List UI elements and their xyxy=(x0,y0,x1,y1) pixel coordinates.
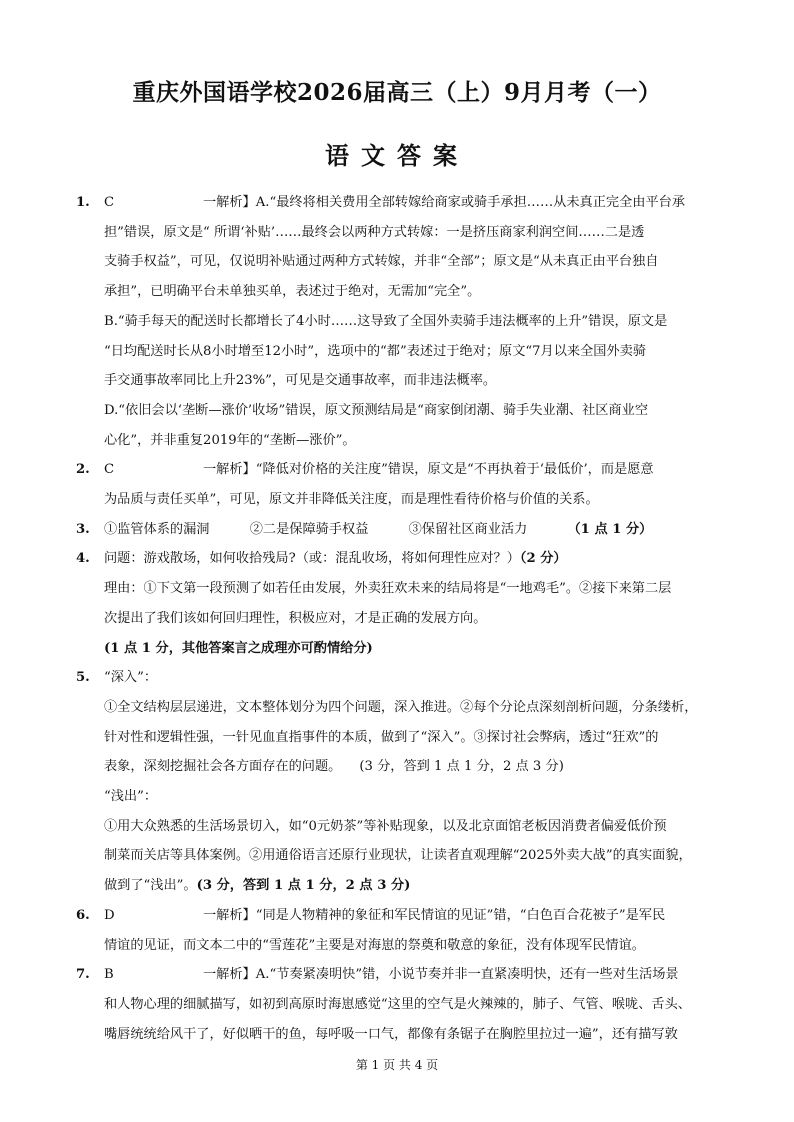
answer-point: ③保留社区商业活力 xyxy=(408,521,528,537)
question-4 xyxy=(76,544,734,663)
question-number: 3. xyxy=(76,521,90,537)
analysis-text: D.“依旧会以‘垄断—涨价’收场”错误，原文预测结局是“商家倒闭潮、骑手失业潮、社区商业空 xyxy=(104,402,649,418)
analysis-text: 为品质与责任买单”，可见，原文并非降低关注度，而是理性看待价格与价值的关系。 xyxy=(104,492,599,508)
analysis-text: 情谊的见证，而文本二中的“雪莲花”主要是对海崽的祭奠和敬意的象征，没有体现军民情谊。 xyxy=(104,937,645,953)
answer-text: 理由：①下文第一段预测了如若任由发展，外卖狂欢未来的结局将是“一地鸡毛”。②接下来第二层 xyxy=(104,581,672,597)
page-title: 重庆外国语学校2026届高三（上）9月月考（一） xyxy=(132,79,662,106)
analysis-text: 担”错误，原文是“ 所谓‘补贴’……最终会以两种方式转嫁：一是挤压商家利润空间……二是透 xyxy=(104,224,645,240)
question-number: 4. xyxy=(76,551,90,567)
question-number: 1. xyxy=(76,195,90,210)
analysis-text: 心化”，并非重复2019年的“垄断—涨价”。 xyxy=(104,432,356,448)
question-number: 7. xyxy=(76,967,90,983)
section-heading: “深入”： xyxy=(104,670,158,686)
analysis-text: 承担”，已明确平台未单独买单，表述过于绝对，无需加“完全”。 xyxy=(104,284,481,300)
answer-text: 做到了“浅出”。 xyxy=(104,878,197,894)
answer-text: 表象，深刻挖掘社会各方面存在的问题。 xyxy=(104,759,342,775)
answer-text: ①用大众熟悉的生活场景切入，如“0元奶茶”等补贴现象，以及北京面馆老板因消费者偏爱低价预 xyxy=(104,818,667,834)
answer-point: ②二是保障骑手权益 xyxy=(249,521,369,537)
analysis-text: “日均配送时长从8小时增至12小时”，选项中的“都”表述过于绝对；原文“7月以来全国外卖骑 xyxy=(104,343,647,359)
analysis-text: 一解析】“降低对价格的关注度”错误，原文是“不再执着于‘最低价’，而是愿意 xyxy=(203,462,654,478)
section-heading: “浅出”： xyxy=(104,789,158,805)
answer-choice: C xyxy=(104,195,115,210)
question-number: 2. xyxy=(76,462,90,478)
analysis-text: 一解析】A.“最终将相关费用全部转嫁给商家或骑手承担……从未真正完全由平台承 xyxy=(203,195,686,210)
question-number: 5. xyxy=(76,670,90,686)
analysis-text: 嘴唇统统给风干了，好似晒干的鱼，每呼吸一口气，都像有条锯子在胸腔里拉过一遍”，还有描写敦 xyxy=(104,1026,678,1042)
answer-choice: B xyxy=(104,967,114,983)
analysis-text: 和人物心理的细腻描写，如初到高原时海崽感觉“这里的空气是火辣辣的，肺子、气管、喉咙、舌头、 xyxy=(104,996,691,1012)
question-7 xyxy=(76,960,734,1049)
page-footer: 第 1 页 共 4 页 xyxy=(355,1058,439,1072)
score-note: (3 分，答到 1 点 1 分，2 点 3 分) xyxy=(196,878,411,894)
question-1 xyxy=(76,188,734,455)
answer-text: 针对性和逻辑性强，一针见血直指事件的本质，做到了“深入”。③探讨社会弊病，透过“狂欢”的 xyxy=(104,729,659,745)
answer-choice: C xyxy=(104,462,115,478)
analysis-text: 支骑手权益”，可见，仅说明补贴通过两种方式转嫁，并非“全部”；原文是“从未真正由平台独自 xyxy=(104,254,659,270)
score-note: (3 分，答到 1 点 1 分，2 点 3 分) xyxy=(359,759,564,775)
score-note: （2 分） xyxy=(519,551,567,567)
analysis-text: 一解析】A.“节奏紧凑明快”错，小说节奏并非一直紧凑明快，还有一些对生活场景 xyxy=(203,967,679,983)
analysis-text: B.“骑手每天的配送时长都增长了4小时……这导致了全国外卖骑手违法概率的上升”错误，原文是 xyxy=(104,313,668,329)
score-note: （1 点 1 分） xyxy=(567,521,653,537)
answer-choice: D xyxy=(104,907,115,923)
answer-content xyxy=(76,188,734,1049)
question-2 xyxy=(76,455,734,514)
analysis-text: 一解析】“同是人物精神的象征和军民情谊的见证”错，“白色百合花被子”是军民 xyxy=(203,907,666,923)
score-note: (1 点 1 分，其他答案言之成理亦可酌情给分) xyxy=(104,640,373,656)
question-3 xyxy=(76,515,734,545)
answer-text: ①全文结构层层递进，文本整体划分为四个问题，深入推进。②每个分论点深刻剖析问题，分条缕析， xyxy=(104,699,698,715)
answer-point: ①监管体系的漏洞 xyxy=(104,521,210,537)
answer-text: 问题：游戏散场，如何收拾残局?（或：混乱收场，将如何理性应对？） xyxy=(104,551,520,567)
answer-text: 制菜而关店等具体案例。②用通俗语言还原行业现状，让读者直观理解“2025外卖大战”的真实面貌， xyxy=(104,848,692,864)
analysis-text: 手交通事故率同比上升23%”，可见是交通事故率，而非违法概率。 xyxy=(104,373,497,389)
question-number: 6. xyxy=(76,907,90,923)
answer-heading: 语文答案 xyxy=(325,141,469,170)
question-5 xyxy=(76,663,734,901)
question-6 xyxy=(76,901,734,960)
answer-text: 次提出了我们该如何回归理性，积极应对，才是正确的发展方向。 xyxy=(104,610,487,626)
